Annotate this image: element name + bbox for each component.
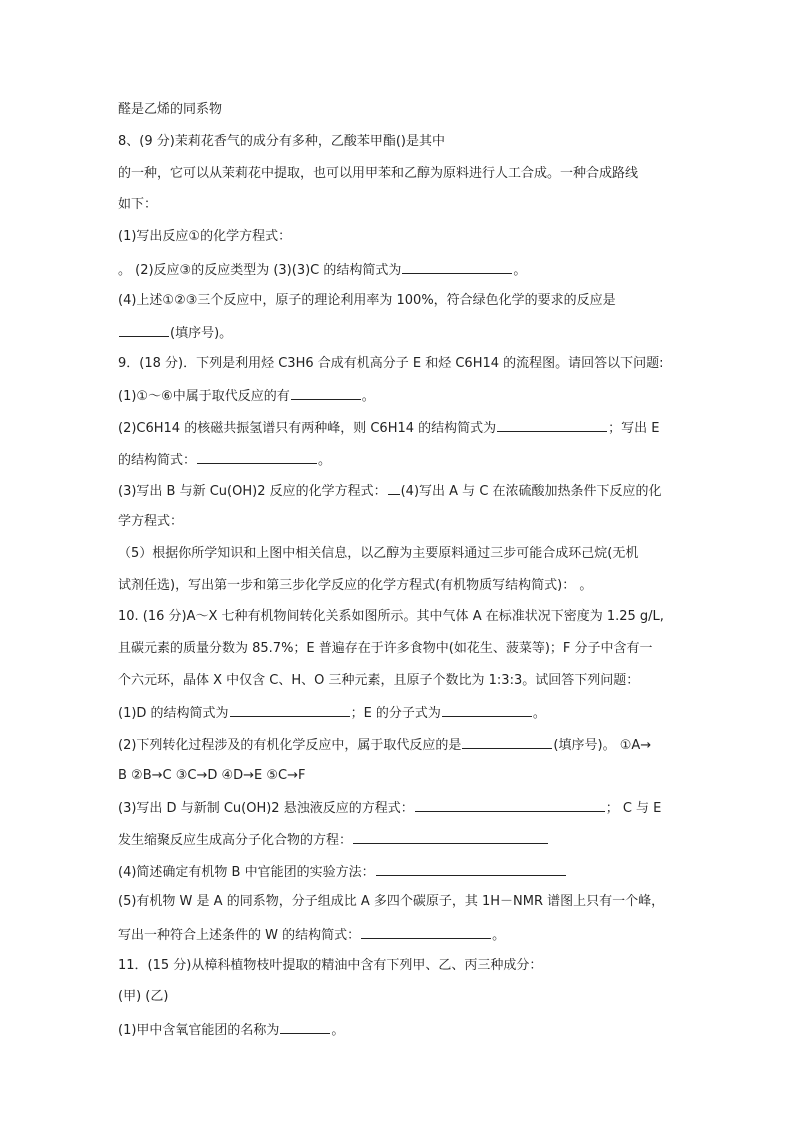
text-line: (甲) (乙) (118, 989, 169, 1004)
answer-blank[interactable] (376, 862, 566, 876)
answer-blank[interactable] (402, 260, 512, 274)
text-line: 且碳元素的质量分数为 85.7%；E 普遍存在于许多食物中(如花生、菠菜等)；F 分子中含有一 (118, 641, 653, 656)
text-line: 学方程式： (118, 514, 184, 529)
text-line: 如下： (118, 197, 158, 212)
answer-blank[interactable] (280, 1020, 330, 1034)
question-9-part-3-4: (3)写出 B 与新 Cu(OH)2 反应的化学方程式： (4)写出 A 与 C 在浓硫酸加热条件下反应的化 (118, 481, 698, 501)
answer-blank[interactable] (388, 481, 400, 495)
question-10-part-4: (4)简述确定有机物 B 中官能团的实验方法： (118, 862, 698, 882)
question-9-part-2: (2)C6H14 的核磁共振氢谱只有两种峰，则 C6H14 的结构简式为 ；写出 E (118, 418, 698, 438)
text-line: 醛是乙烯的同系物 (118, 102, 223, 117)
question-11-heading: 11．(15 分)从樟科植物枝叶提取的精油中含有下列甲、乙、丙三种成分： (118, 958, 543, 973)
answer-blank[interactable] (353, 830, 548, 844)
text-line: 写出一种符合上述条件的 W 的结构简式： 。 (118, 925, 698, 945)
question-8-part-1: (1)写出反应①的化学方程式： (118, 229, 292, 244)
text-line: B ②B→C ③C→D ④D→E ⑤C→F (118, 768, 306, 783)
question-9-heading: 9．(18 分)．下列是利用烃 C3H6 合成有机高分子 E 和烃 C6H14 的流程图。请回答以下问题: (118, 356, 664, 371)
text-line: 的结构简式： 。 (118, 450, 698, 470)
question-10-part-3: (3)写出 D 与新制 Cu(OH)2 悬浊液反应的方程式： ； C 与 E (118, 798, 698, 818)
question-8-part-4: (4)上述①②③三个反应中，原子的理论利用率为 100%，符合绿色化学的要求的反应是 (118, 293, 616, 308)
answer-blank[interactable] (497, 418, 607, 432)
text-line: 个六元环，晶体 X 中仅含 C、H、O 三种元素，且原子个数比为 1:3:3。试回答下列问题： (118, 673, 640, 688)
answer-blank[interactable] (442, 703, 532, 717)
answer-blank[interactable] (230, 703, 350, 717)
answer-blank[interactable] (291, 386, 361, 400)
text-line: (填序号)。 (118, 323, 698, 343)
question-9-part-5: （5）根据你所学知识和上图中相关信息，以乙醇为主要原料通过三步可能合成环己烷(无机 (118, 546, 639, 561)
answer-blank[interactable] (119, 323, 169, 337)
answer-blank[interactable] (197, 450, 317, 464)
answer-blank[interactable] (361, 925, 491, 939)
question-10-heading: 10. (16 分)A～X 七种有机物间转化关系如图所示。其中气体 A 在标准状况下密度为 1.25 g/L, (118, 609, 664, 624)
text-line: 发生缩聚反应生成高分子化合物的方程： (118, 830, 698, 850)
answer-blank[interactable] (462, 735, 552, 749)
question-9-part-1: (1)①～⑥中属于取代反应的有 。 (118, 386, 698, 406)
text-line: 试剂任选)，写出第一步和第三步化学反应的化学方程式(有机物质写结构简式)： 。 (118, 578, 593, 593)
text-line: 的一种，它可以从茉莉花中提取，也可以用甲苯和乙醇为原料进行人工合成。一种合成路线 (118, 166, 639, 181)
question-10-part-2: (2)下列转化过程涉及的有机化学反应中，属于取代反应的是 (填序号)。 ①A→ (118, 735, 698, 755)
answer-blank[interactable] (415, 798, 605, 812)
question-8-heading: 8、(9 分)茉莉花香气的成分有多种，乙酸苯甲酯()是其中 (118, 134, 445, 149)
question-10-part-1: (1)D 的结构简式为 ；E 的分子式为 。 (118, 703, 698, 723)
question-8-part-2-3: 。 (2)反应③的反应类型为 (3)(3)C 的结构简式为 。 (118, 260, 698, 280)
question-11-part-1: (1)甲中含氧官能团的名称为 。 (118, 1020, 698, 1040)
question-10-part-5: (5)有机物 W 是 A 的同系物，分子组成比 A 多四个碳原子，其 1H－NMR 谱图上只有一个峰， (118, 894, 665, 909)
